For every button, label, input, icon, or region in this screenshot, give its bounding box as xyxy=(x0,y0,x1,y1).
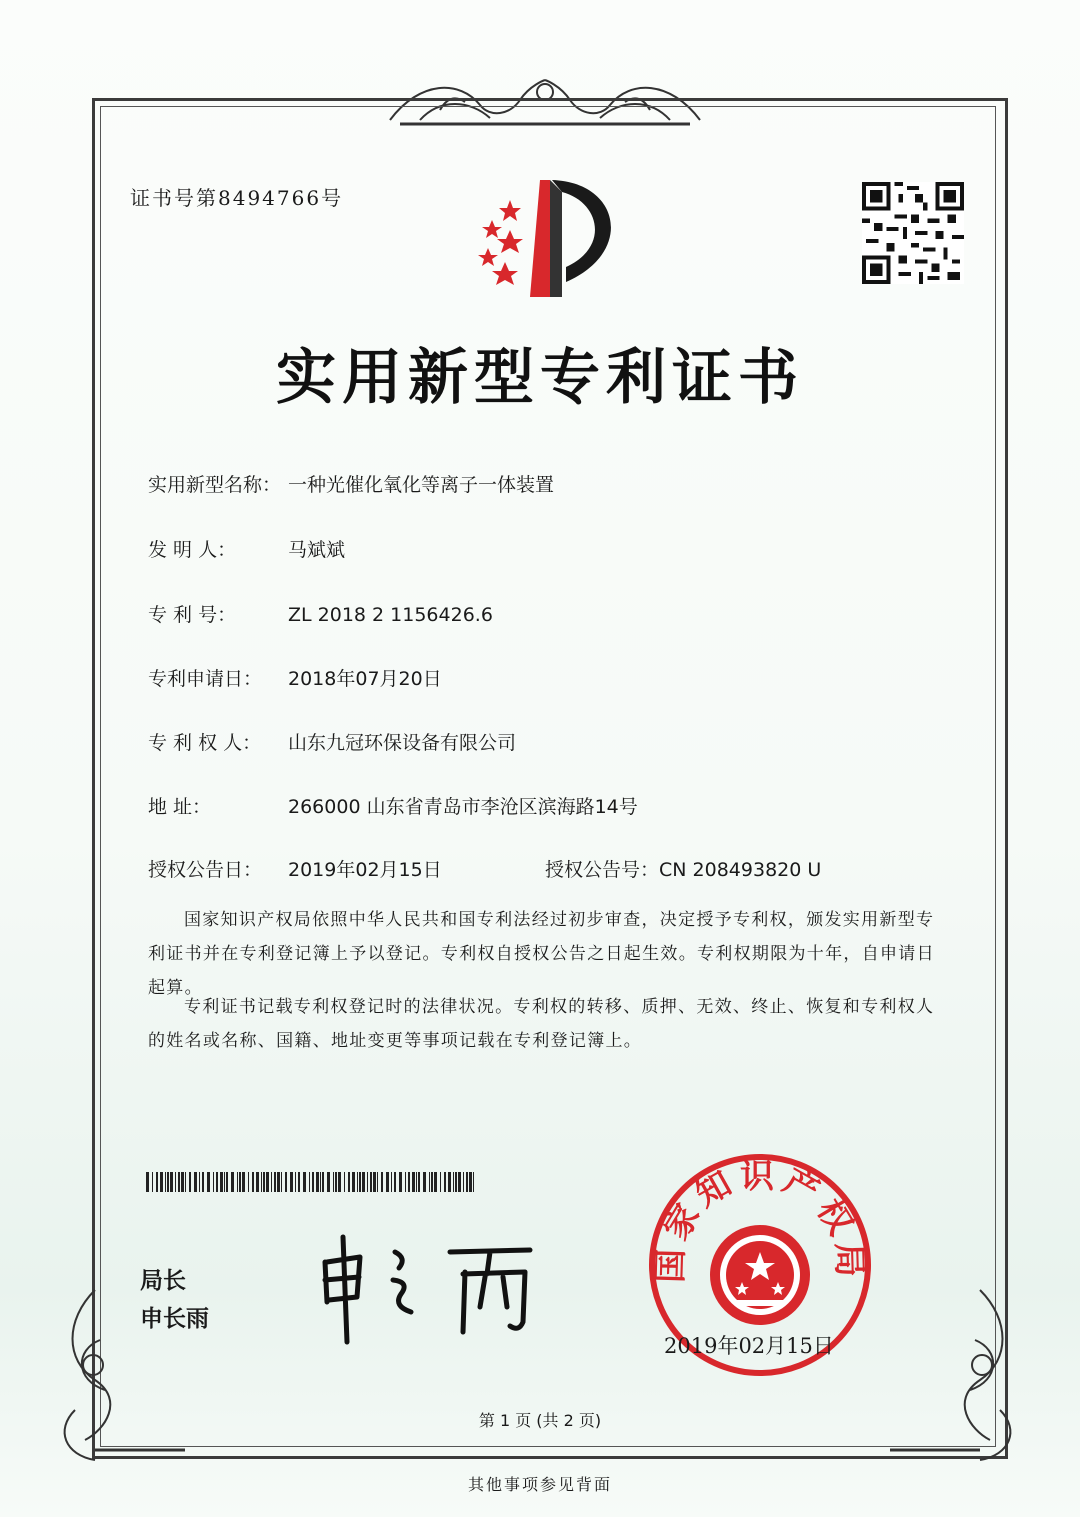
field-label: 授权公告号： xyxy=(545,859,660,881)
field-value: 山东九冠环保设备有限公司 xyxy=(288,732,517,754)
seal-date: 2019年02月15日 xyxy=(664,1334,834,1358)
field-label: 实用新型名称： xyxy=(148,474,282,496)
field-value: ZL 2018 2 1156426.6 xyxy=(288,604,493,626)
page-number: 第 1 页 (共 2 页) xyxy=(478,1411,602,1430)
field-application-date xyxy=(148,664,442,691)
field-inventor xyxy=(148,535,345,562)
field-address xyxy=(148,792,638,819)
corner-ornament-right xyxy=(880,1280,1030,1470)
paragraph-legal-status: 专利证书记载专利权登记时的法律状况。专利权的转移、质押、无效、终止、恢复和专利权人的姓名或名称、国籍、地址变更等事项记载在专利登记簿上。 xyxy=(148,997,935,1051)
seal-text: 国家知识产权局 xyxy=(650,1156,870,1284)
field-value: 一种光催化氧化等离子一体装置 xyxy=(288,474,555,496)
certificate-title: 实用新型专利证书 xyxy=(276,343,804,413)
field-patentee xyxy=(148,728,516,755)
field-value: 2018年07月20日 xyxy=(288,668,442,690)
signatory-title: 局长 xyxy=(140,1268,186,1294)
field-utility-model-name xyxy=(148,470,554,497)
handwritten-signature xyxy=(315,1222,555,1352)
certificate-number: 证书号第8494766号 xyxy=(130,186,344,210)
field-value: 2019年02月15日 xyxy=(288,859,442,881)
field-patent-number xyxy=(148,600,493,627)
field-label: 专 利 权 人： xyxy=(148,732,262,754)
paragraph-decision: 国家知识产权局依照中华人民共和国专利法经过初步审查，决定授予专利权，颁发实用新型专利证书并在专利登记簿上予以登记。专利权自授权公告之日起生效。专利权期限为十年，自申请日起算。 xyxy=(148,910,935,998)
field-value: 266000 山东省青岛市李沧区滨海路14号 xyxy=(288,796,638,818)
barcode xyxy=(146,1172,478,1192)
field-grant-date xyxy=(148,855,442,882)
qr-code xyxy=(862,182,964,284)
patent-office-logo xyxy=(470,172,630,302)
field-label: 地 址： xyxy=(148,796,212,818)
field-announcement-number xyxy=(545,855,821,882)
field-label: 授权公告日： xyxy=(148,859,263,881)
signatory-name: 申长雨 xyxy=(140,1306,209,1332)
field-label: 专利申请日： xyxy=(148,668,263,690)
field-value: CN 208493820 U xyxy=(659,859,822,881)
field-label: 专 利 号： xyxy=(148,604,237,626)
field-label: 发 明 人： xyxy=(148,539,237,561)
field-value: 马斌斌 xyxy=(288,539,346,561)
footer-note: 其他事项参见背面 xyxy=(467,1475,612,1494)
